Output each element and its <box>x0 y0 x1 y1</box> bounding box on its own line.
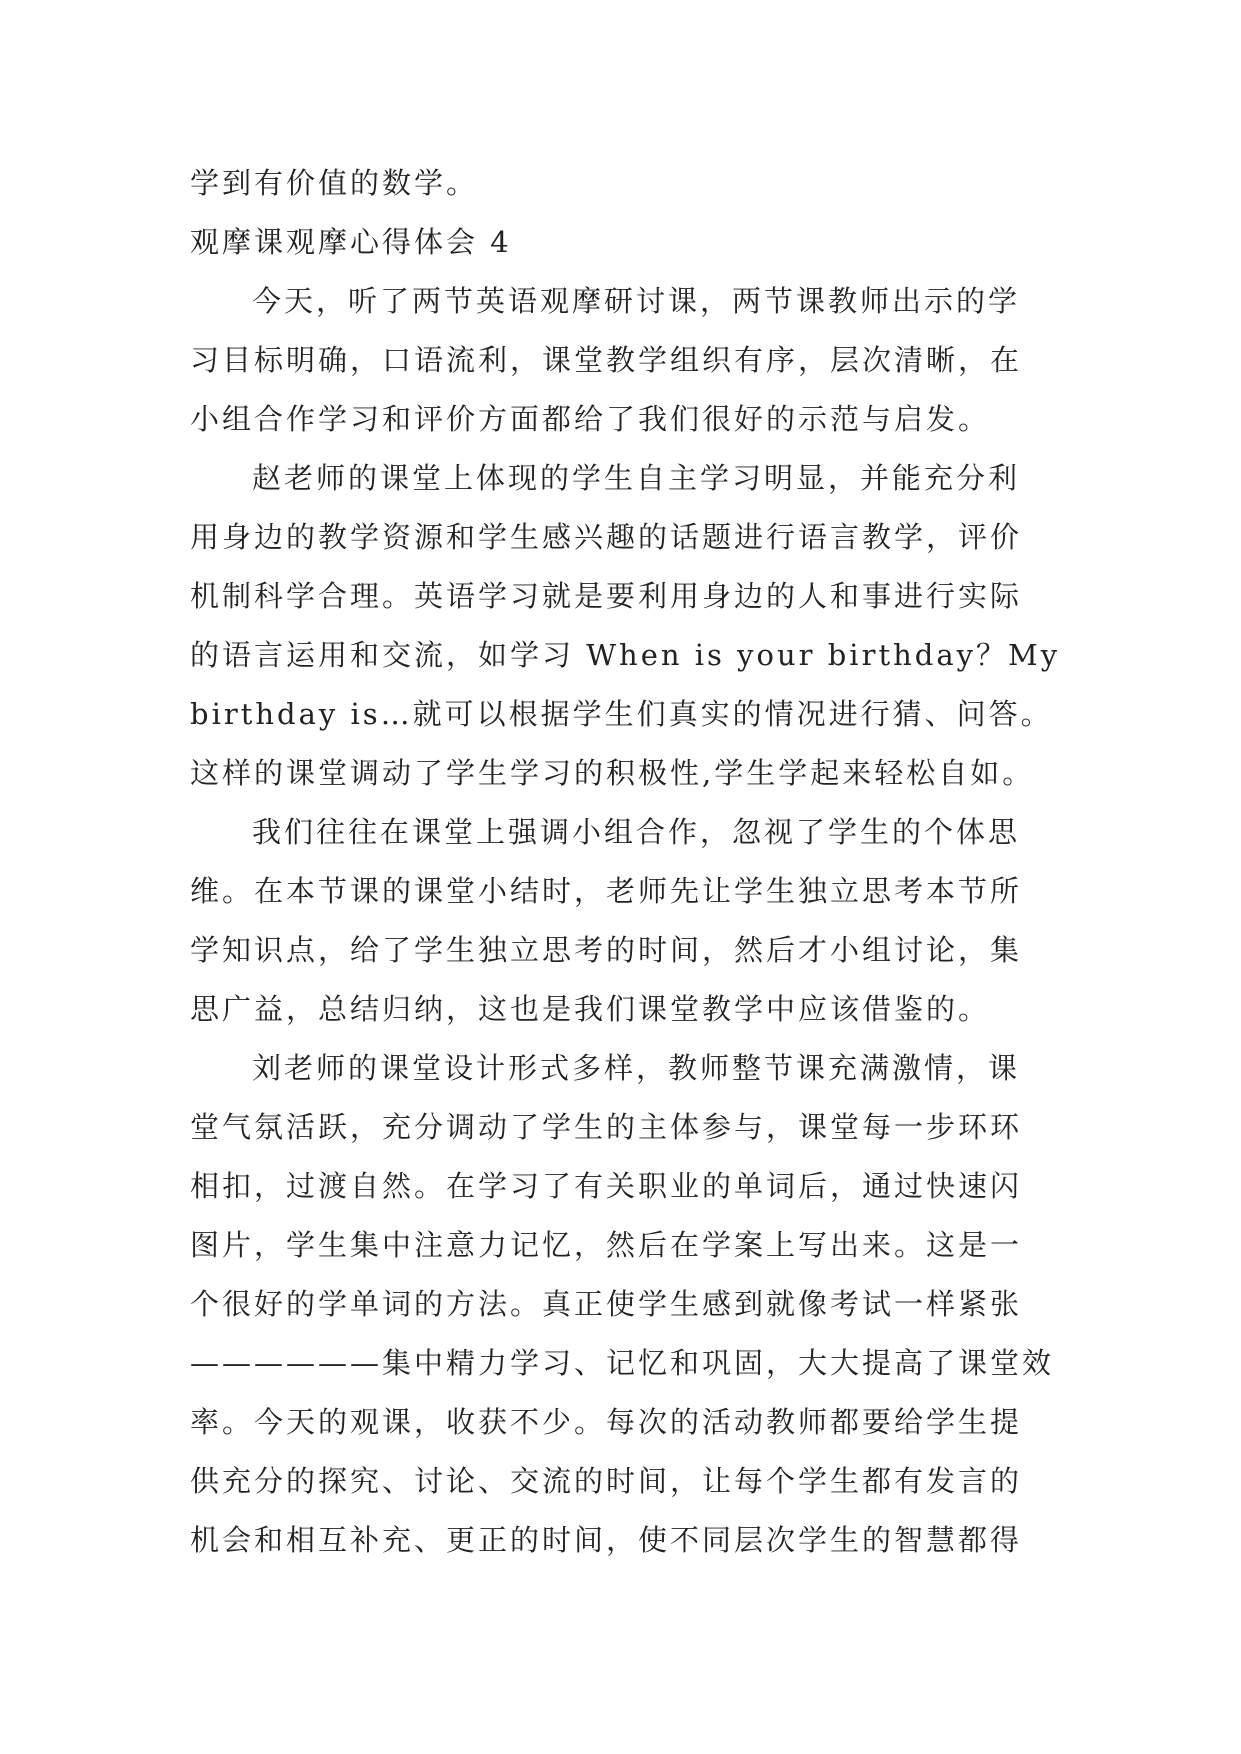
text-line-12: 我们往往在课堂上强调小组合作，忽视了学生的个体思 <box>252 815 1021 849</box>
text-line-15: 思广益，总结归纳，这也是我们课堂教学中应该借鉴的。 <box>190 992 991 1026</box>
text-line-10: birthday is…就可以根据学生们真实的情况进行猜、问答。 <box>190 697 1053 731</box>
text-line-16: 刘老师的课堂设计形式多样，教师整节课充满激情，课 <box>252 1051 1021 1085</box>
text-line-8: 机制科学合理。英语学习就是要利用身边的人和事进行实际 <box>190 579 1023 613</box>
text-line-7: 用身边的教学资源和学生感兴趣的话题进行语言教学，评价 <box>190 520 1023 554</box>
text-line-24: 机会和相互补充、更正的时间，使不同层次学生的智慧都得 <box>190 1523 1023 1557</box>
text-line-23: 供充分的探究、讨论、交流的时间，让每个学生都有发言的 <box>190 1464 1023 1498</box>
text-line-11: 这样的课堂调动了学生学习的积极性,学生学起来轻松自如。 <box>190 756 1035 790</box>
text-line-19: 图片，学生集中注意力记忆，然后在学案上写出来。这是一 <box>190 1228 1023 1262</box>
text-line-1: 学到有价值的数学。 <box>190 166 479 200</box>
text-line-5: 小组合作学习和评价方面都给了我们很好的示范与启发。 <box>190 402 991 436</box>
document-body <box>190 154 1070 1570</box>
section-heading: 观摩课观摩心得体会 4 <box>190 225 512 259</box>
text-line-18: 相扣，过渡自然。在学习了有关职业的单词后，通过快速闪 <box>190 1169 1023 1203</box>
text-line-4: 习目标明确，口语流利，课堂教学组织有序，层次清晰，在 <box>190 343 1023 377</box>
text-line-21: ——————集中精力学习、记忆和巩固，大大提高了课堂效 <box>190 1346 1055 1380</box>
text-line-20: 个很好的学单词的方法。真正使学生感到就像考试一样紧张 <box>190 1287 1023 1321</box>
text-line-14: 学知识点，给了学生独立思考的时间，然后才小组讨论，集 <box>190 933 1023 967</box>
text-line-13: 维。在本节课的课堂小结时，老师先让学生独立思考本节所 <box>190 874 1023 908</box>
text-line-9: 的语言运用和交流，如学习 When is your birthday？My <box>190 638 1061 672</box>
text-line-3: 今天，听了两节英语观摩研讨课，两节课教师出示的学 <box>252 284 1021 318</box>
text-line-17: 堂气氛活跃，充分调动了学生的主体参与，课堂每一步环环 <box>190 1110 1023 1144</box>
text-line-22: 率。今天的观课，收获不少。每次的活动教师都要给学生提 <box>190 1405 1023 1439</box>
text-line-6: 赵老师的课堂上体现的学生自主学习明显，并能充分利 <box>252 461 1021 495</box>
